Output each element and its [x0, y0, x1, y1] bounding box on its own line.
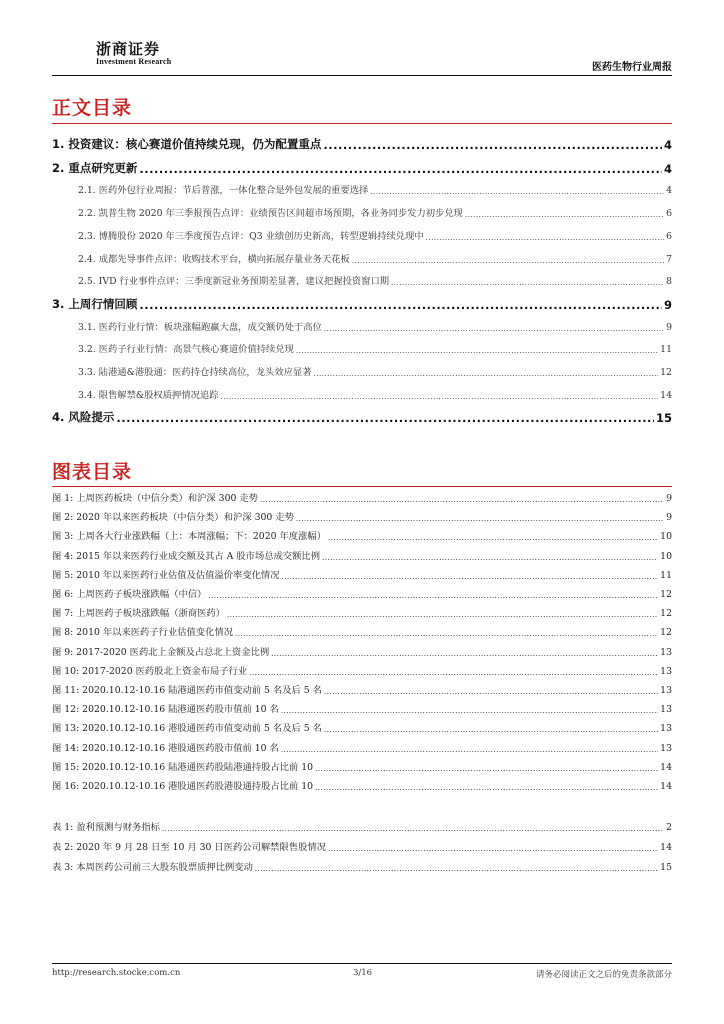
dot-leader: [322, 554, 658, 562]
page-header: [52, 38, 672, 78]
dot-leader: [328, 845, 658, 853]
header-divider: [52, 75, 672, 76]
figure-entry-label: 图 10: 2017-2020 医药股北上资金布局子行业: [52, 665, 248, 677]
toc-entry-page: 9: [663, 298, 672, 312]
company-logo-subtitle: Investment Research: [96, 57, 172, 66]
company-logo-text: 浙商证券: [96, 40, 161, 58]
toc-entry-label: 3.2. 医药子行业行情：高景气核心赛道价值持续兑现: [78, 344, 294, 355]
dot-leader: [271, 650, 658, 658]
figure-entry[interactable]: [52, 701, 672, 715]
toc-entry-label: 2. 重点研究更新: [52, 161, 138, 175]
figure-entry[interactable]: [52, 509, 672, 523]
figure-entry-page: 10: [660, 531, 672, 543]
toc-title-rule: [52, 123, 672, 124]
dot-leader: [281, 746, 658, 754]
figure-entry[interactable]: [52, 548, 672, 562]
toc-entry-label: 3.3. 陆港通&港股通：医药持仓持续高位，龙头效应显著: [78, 367, 312, 378]
toc-entry-page: 6: [666, 231, 672, 242]
figure-entry[interactable]: [52, 740, 672, 754]
table-entry[interactable]: [52, 819, 672, 833]
figures-title-rule: [52, 486, 672, 487]
figure-entry-label: 图 2: 2020 年以来医药板块（中信分类）和沪深 300 走势: [52, 512, 294, 524]
table-entry-label: 表 2: 2020 年 9 月 28 日至 10 月 30 日医药公司解禁限售股情况: [52, 842, 326, 853]
figure-entry-label: 图 6: 上周医药子板块涨跌幅（中信）: [52, 589, 207, 600]
toc-entry-page: 4: [663, 162, 672, 176]
footer-divider: [52, 963, 672, 964]
toc-entry-page: 6: [666, 208, 672, 219]
figure-entry[interactable]: [52, 778, 672, 792]
figure-entry-page: 14: [660, 781, 672, 792]
toc-entry-label: 3.4. 限售解禁&股权质押情况追踪: [78, 390, 219, 401]
table-entry-label: 表 3: 本周医药公司前三大股东股票质押比例变动: [52, 862, 253, 873]
toc-entry-page: 4: [663, 138, 672, 152]
toc-entry-page: 14: [660, 390, 672, 401]
dot-leader: [227, 611, 658, 619]
dot-leader: [260, 496, 664, 504]
figure-entry-page: 13: [660, 704, 672, 716]
figure-entry-page: 13: [660, 742, 672, 754]
dot-leader: [208, 592, 658, 600]
toc-entry-page: 9: [666, 322, 672, 333]
toc-entry[interactable]: [78, 273, 672, 287]
dot-leader: [282, 573, 659, 581]
figure-entry-page: 14: [660, 761, 672, 773]
figure-entry-label: 图 7: 上周医药子板块涨跌幅（浙商医药）: [52, 608, 226, 620]
toc-entry-page: 8: [666, 276, 672, 287]
dot-leader: [255, 865, 658, 873]
toc-entry[interactable]: [78, 228, 672, 242]
figure-entry-page: 9: [666, 512, 672, 524]
dot-leader: [116, 411, 654, 425]
toc-entry[interactable]: [78, 319, 672, 333]
toc-entry[interactable]: [52, 296, 672, 312]
figure-entry-label: 图 15: 2020.10.12-10.16 陆港通医药股陆港通持股占比前 10: [52, 761, 314, 773]
toc-title: 正文目录: [52, 97, 133, 119]
figure-entry-label: 图 13: 2020.10.12-10.16 港股通医药市值变动前 5 名及后 5 名: [52, 723, 322, 735]
figure-entry[interactable]: [52, 759, 672, 773]
dot-leader: [370, 188, 664, 196]
figure-entry-label: 图 4: 2015 年以来医药行业成交额及其占 A 股市场总成交额比例: [52, 550, 321, 562]
dot-leader: [296, 347, 658, 355]
toc-entry[interactable]: [78, 251, 672, 265]
figure-entry-label: 图 14: 2020.10.12-10.16 港股通医药股市值前 10 名: [52, 742, 279, 754]
footer-url[interactable]: http://research.stocke.com.cn: [52, 968, 181, 978]
figure-entry-label: 图 16: 2020.10.12-10.16 港股通医药股港股通持股占比前 10: [52, 781, 314, 792]
figure-entry[interactable]: [52, 663, 672, 677]
toc-entry[interactable]: [78, 341, 672, 355]
toc-entry-label: 3. 上周行情回顾: [52, 297, 138, 311]
figure-entry-label: 图 12: 2020.10.12-10.16 陆港通医药股市值前 10 名: [52, 704, 279, 716]
dot-leader: [162, 825, 664, 833]
figure-entry[interactable]: [52, 528, 672, 542]
toc-entry[interactable]: [78, 364, 672, 378]
table-entry-page: 2: [666, 822, 672, 833]
dot-leader: [139, 162, 662, 176]
toc-entry[interactable]: [78, 182, 672, 196]
figure-entry-page: 11: [660, 569, 672, 581]
toc-entry-label: 2.1. 医药外包行业周报：节后普涨，一体化整合是外包发展的重要选择: [78, 185, 369, 196]
footer-disclaimer: 请务必阅读正文之后的免责条款部分: [535, 970, 672, 980]
figure-entry[interactable]: [52, 586, 672, 600]
figure-entry-label: 图 11: 2020.10.12-10.16 陆港通医药市值变动前 5 名及后 5 名: [52, 685, 322, 696]
dot-leader: [323, 138, 662, 152]
toc-entry-page: 11: [660, 344, 672, 355]
toc-entry-page: 7: [666, 254, 672, 265]
table-entry-label: 表 1: 盈利预测与财务指标: [52, 822, 160, 833]
figure-entry-page: 12: [660, 608, 672, 620]
toc-entry-label: 2.2. 凯普生物 2020 年三季报预告点评：业绩预告区间超市场预期，各业务同步发力初步兑现: [78, 208, 463, 219]
dot-leader: [235, 630, 658, 638]
figure-entry[interactable]: [52, 644, 672, 658]
table-entry-page: 15: [660, 862, 672, 873]
footer-page-number: 3/16: [353, 968, 373, 978]
figure-entry-label: 图 9: 2017-2020 医药北上金额及占总北上资金比例: [52, 646, 270, 658]
toc-entry[interactable]: [52, 409, 672, 425]
dot-leader: [391, 279, 664, 287]
dot-leader: [324, 325, 664, 333]
figure-entry[interactable]: [52, 682, 672, 696]
figure-entry[interactable]: [52, 567, 672, 581]
dot-leader: [324, 688, 658, 696]
figure-entry-page: 13: [660, 685, 672, 696]
toc-entry[interactable]: [52, 136, 672, 152]
figure-entry[interactable]: [52, 490, 672, 504]
toc-entry[interactable]: [78, 205, 672, 219]
figure-entry-page: 13: [660, 665, 672, 677]
dot-leader: [314, 370, 659, 378]
dot-leader: [249, 669, 658, 677]
figure-entry-page: 12: [660, 589, 672, 600]
figure-entry-page: 13: [660, 646, 672, 658]
toc-entry-label: 1. 投资建议：核心赛道价值持续兑现，仍为配置重点: [52, 137, 322, 151]
dot-leader: [465, 211, 664, 219]
figure-entry[interactable]: [52, 624, 672, 638]
report-type: 医药生物行业周报: [592, 62, 672, 73]
dot-leader: [315, 784, 658, 792]
figure-entry[interactable]: [52, 605, 672, 619]
dot-leader: [139, 298, 662, 312]
table-entry[interactable]: [52, 839, 672, 853]
toc-entry-page: 12: [660, 367, 672, 378]
dot-leader: [296, 515, 664, 523]
table-entry[interactable]: [52, 859, 672, 873]
toc-entry-label: 4. 风险提示: [52, 410, 115, 424]
figure-entry-page: 12: [660, 627, 672, 639]
figure-entry-label: 图 1: 上周医药板块（中信分类）和沪深 300 走势: [52, 493, 258, 504]
dot-leader: [352, 257, 664, 265]
figures-title: 图表目录: [52, 461, 133, 483]
figure-entry-page: 9: [666, 493, 672, 504]
toc-entry[interactable]: [78, 387, 672, 401]
toc-entry-label: 3.1. 医药行业行情：板块涨幅跑赢大盘，成交额仍处于高位: [78, 322, 322, 333]
toc-entry-label: 2.5. IVD 行业事件点评：三季度新冠业务预期差显著，建议把握投资窗口期: [78, 276, 390, 287]
dot-leader: [328, 534, 658, 542]
dot-leader: [281, 707, 658, 715]
table-entry-page: 14: [660, 842, 672, 853]
figure-entry-label: 图 8: 2010 年以来医药子行业估值变化情况: [52, 627, 234, 639]
toc-entry[interactable]: [52, 160, 672, 176]
toc-entry-page: 15: [655, 411, 672, 425]
toc-entry-page: 4: [666, 185, 672, 196]
dot-leader: [426, 234, 664, 242]
toc-entry-label: 2.3. 博腾股份 2020 年三季度预告点评：Q3 业绩创历史新高，转型逻辑持续兑现中: [78, 231, 424, 242]
figure-entry[interactable]: [52, 720, 672, 734]
figure-entry-label: 图 5: 2010 年以来医药行业估值及估值溢价率变化情况: [52, 569, 280, 581]
figure-entry-page: 13: [660, 723, 672, 735]
dot-leader: [221, 393, 659, 401]
dot-leader: [315, 765, 658, 773]
figure-entry-label: 图 3: 上周各大行业涨跌幅（上：本周涨幅；下：2020 年度涨幅）: [52, 531, 326, 543]
dot-leader: [324, 726, 658, 734]
figure-entry-page: 10: [660, 550, 672, 562]
toc-entry-label: 2.4. 成都先导事件点评：收购技术平台，横向拓展存量业务天花板: [78, 254, 350, 265]
